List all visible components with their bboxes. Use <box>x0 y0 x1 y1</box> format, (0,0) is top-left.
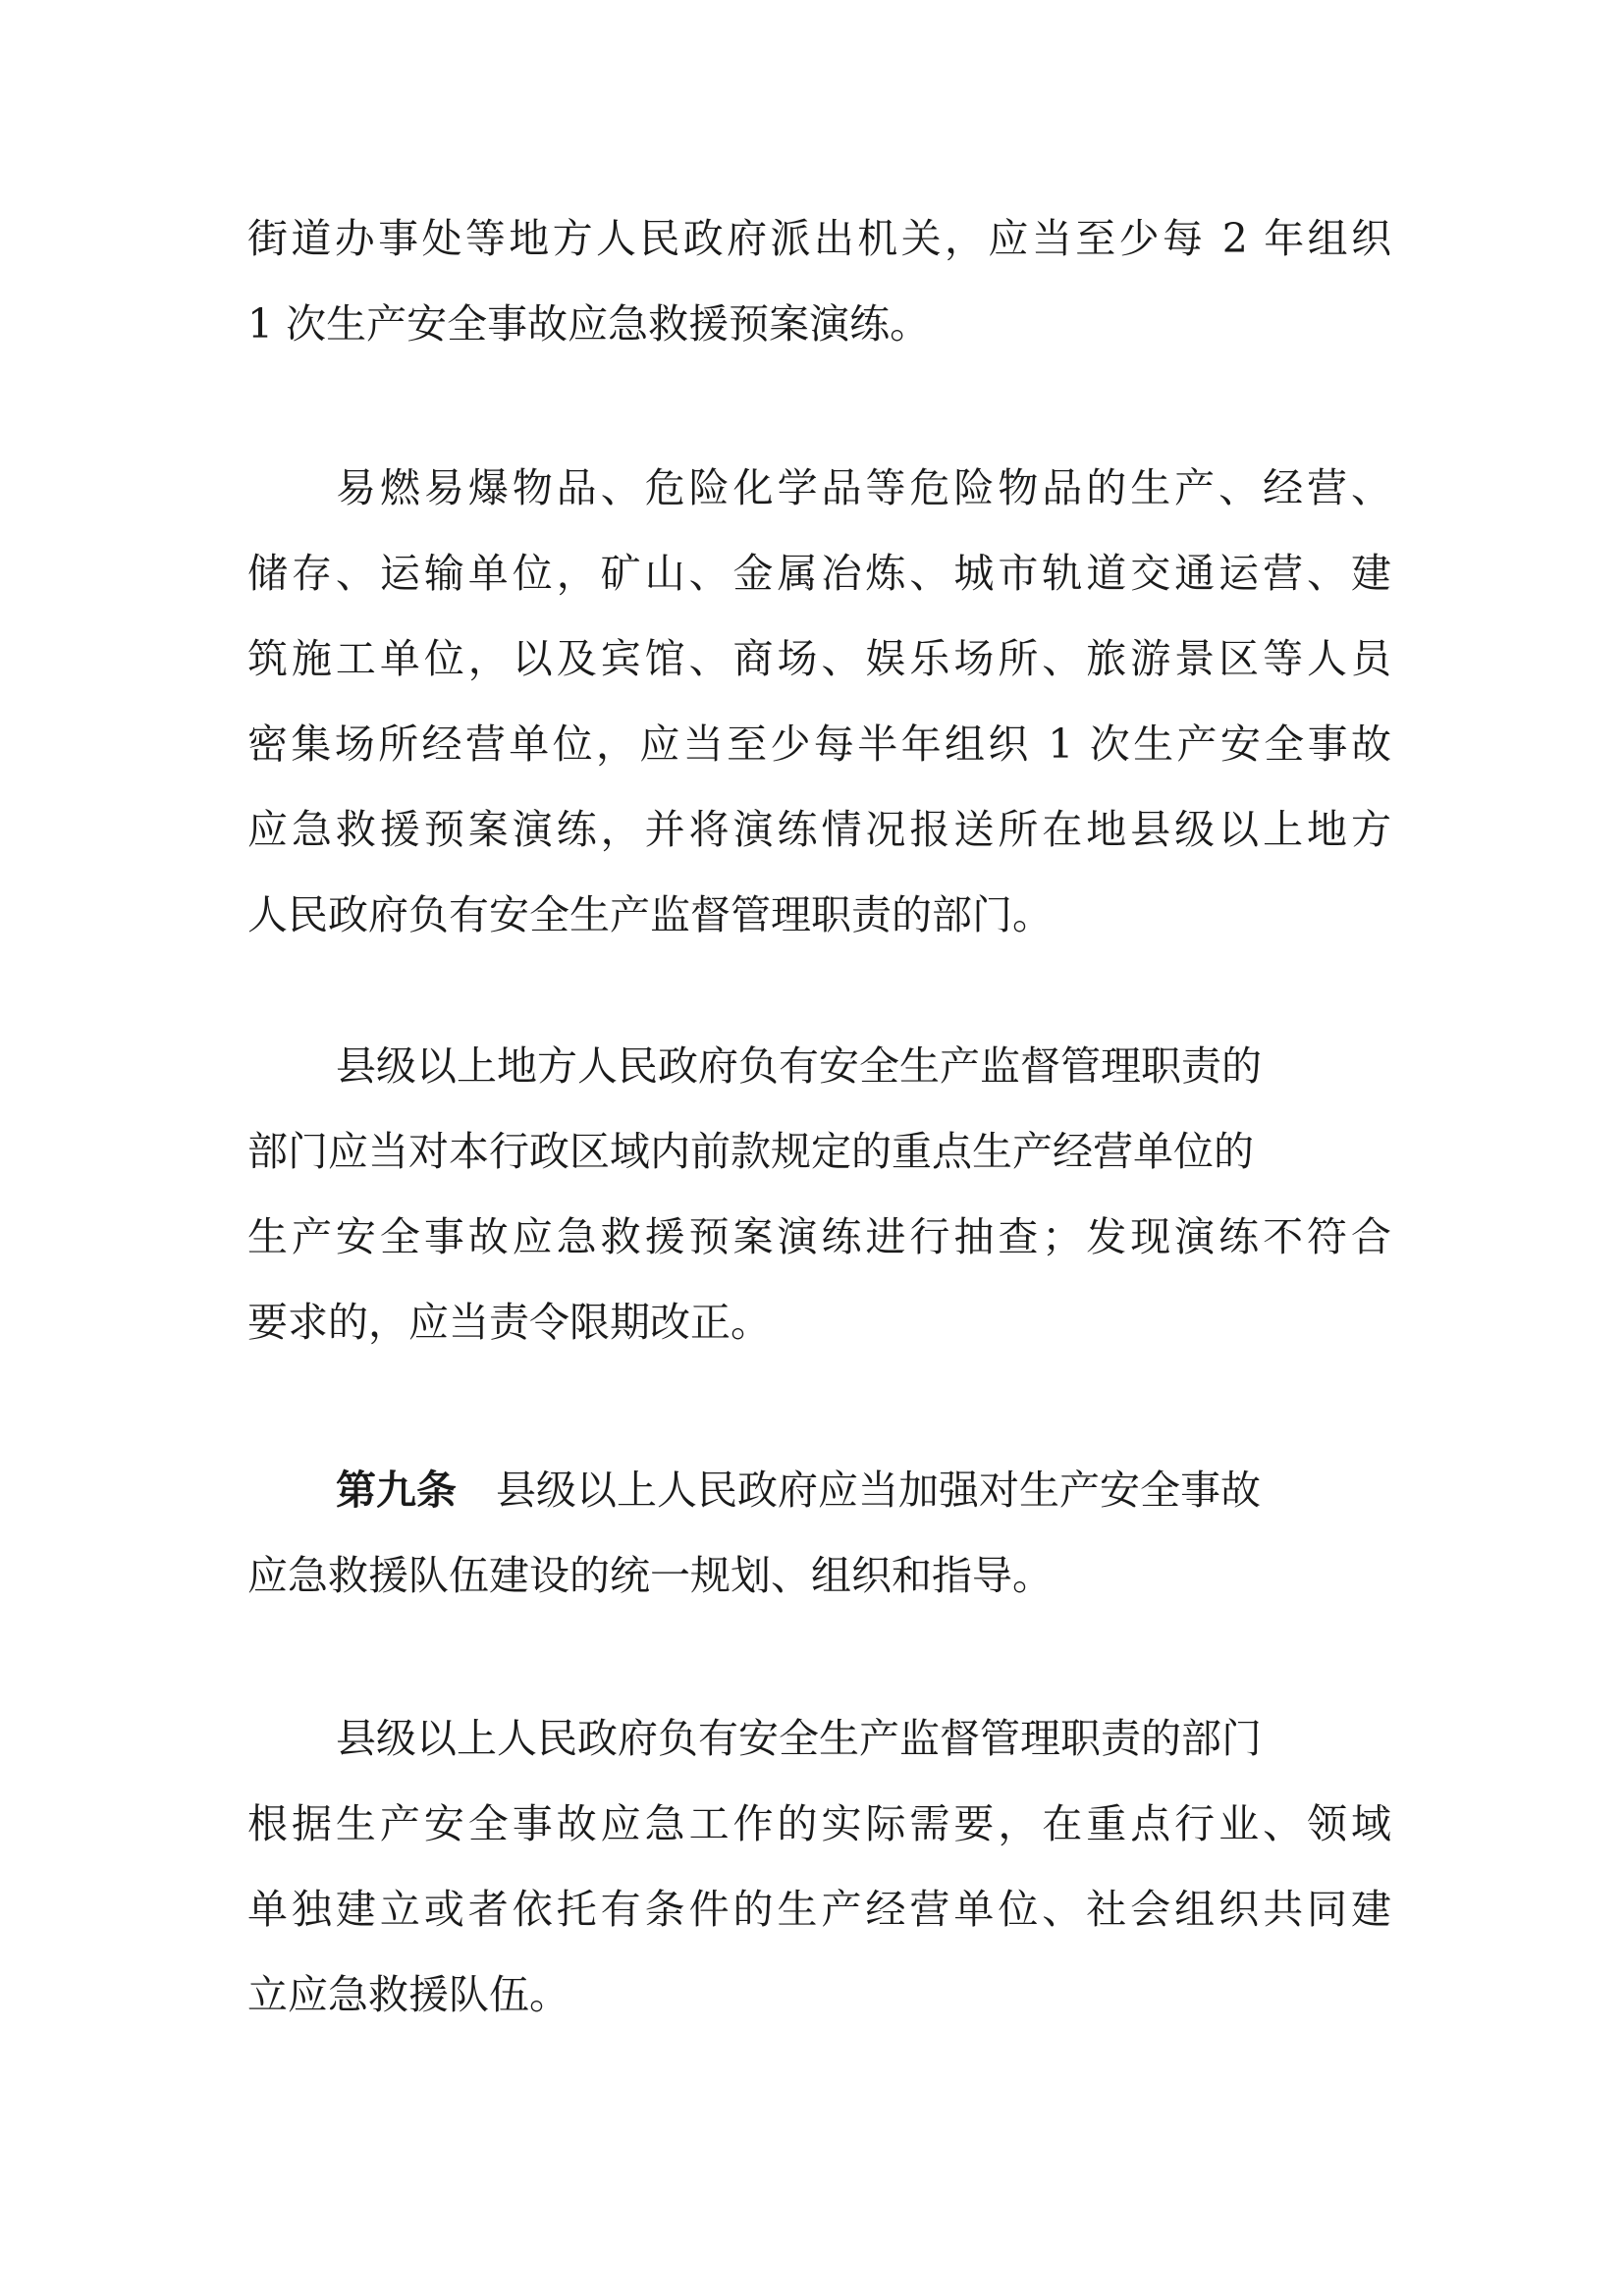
paragraph-1 <box>247 196 1391 367</box>
paragraph-5-line-3: 单独建立或者依托有条件的生产经营单位、社会组织共同建 <box>247 1886 1391 1933</box>
paragraph-3 <box>247 1024 1391 1365</box>
paragraph-5-line-2: 根据生产安全事故应急工作的实际需要，在重点行业、领域 <box>247 1800 1391 1847</box>
paragraph-2-line-4: 密集场所经营单位，应当至少每半年组织 1 次生产安全事故 <box>247 721 1391 768</box>
paragraph-2-line-6: 人民政府负有安全生产监督管理职责的部门。 <box>247 891 1053 938</box>
paragraph-5-line-1: 县级以上人民政府负有安全生产监督管理职责的部门 <box>336 1715 1262 1762</box>
paragraph-3-line-3: 生产安全事故应急救援预案演练进行抽查；发现演练不符合 <box>247 1213 1391 1260</box>
paragraph-3-line-4: 要求的，应当责令限期改正。 <box>247 1299 771 1346</box>
paragraph-3-line-2: 部门应当对本行政区域内前款规定的重点生产经营单位的 <box>247 1128 1254 1175</box>
paragraph-1-line-2: 1 次生产安全事故应急救援预案演练。 <box>247 300 931 347</box>
paragraph-3-line-1: 县级以上地方人民政府负有安全生产监督管理职责的 <box>336 1042 1262 1090</box>
article-9-line-2: 应急救援队伍建设的统一规划、组织和指导。 <box>247 1552 1053 1599</box>
paragraph-5-line-4: 立应急救援队伍。 <box>247 1971 569 2018</box>
article-9-line-1-text: 县级以上人民政府应当加强对生产安全事故 <box>496 1467 1261 1514</box>
paragraph-1-line-1: 街道办事处等地方人民政府派出机关，应当至少每 2 年组织 <box>247 215 1391 262</box>
article-9-line-1 <box>247 1448 1391 1533</box>
paragraph-2-line-5: 应急救援预案演练，并将演练情况报送所在地县级以上地方 <box>247 806 1391 853</box>
article-label: 第九条 <box>336 1467 457 1514</box>
article-9-paragraph <box>247 1448 1391 1619</box>
paragraph-2-line-3: 筑施工单位，以及宾馆、商场、娱乐场所、旅游景区等人员 <box>247 635 1391 682</box>
paragraph-2-line-1: 易燃易爆物品、危险化学品等危险物品的生产、经营、 <box>336 464 1391 511</box>
paragraph-2 <box>247 446 1391 958</box>
paragraph-2-line-2: 储存、运输单位，矿山、金属冶炼、城市轨道交通运营、建 <box>247 550 1391 597</box>
paragraph-5 <box>247 1696 1391 2038</box>
